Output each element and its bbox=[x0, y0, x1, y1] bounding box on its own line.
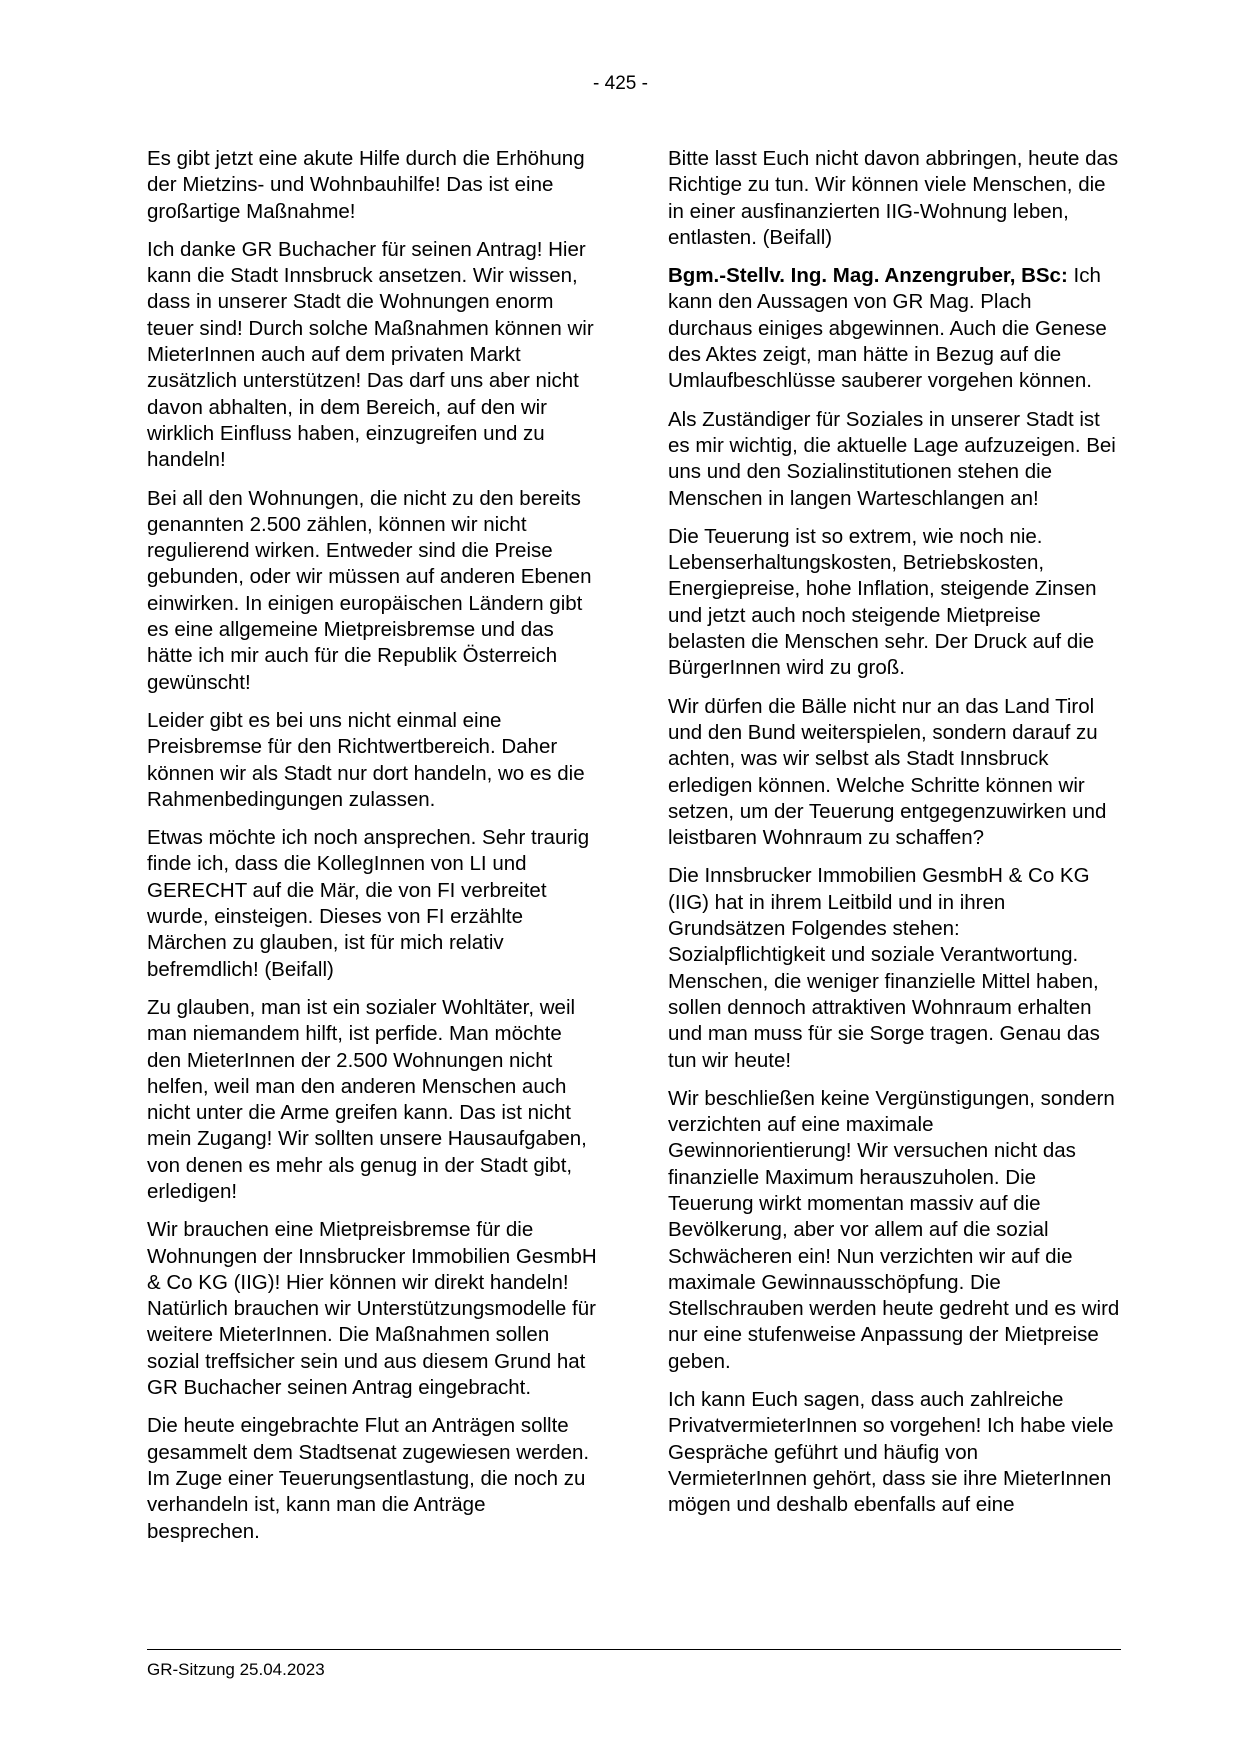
paragraph: Die heute eingebrachte Flut an Anträgen sollte gesammelt dem Stadtsenat zugewiesen werden. Im Zuge einer Teuerungsentlastung, die noch zu verhandeln ist, kann man die Anträge besprechen. bbox=[147, 1414, 590, 1543]
paragraph: Etwas möchte ich noch ansprechen. Sehr traurig finde ich, dass die KollegInnen von LI und GERECHT auf die Mär, die von FI verbreitet wurde, einsteigen. Dieses von FI erzählte Märchen zu glauben, ist für mich relativ befremdlich! (Beifall) bbox=[147, 826, 590, 981]
speaker-name: Bgm.-Stellv. Ing. Mag. Anzengruber, BSc: bbox=[668, 264, 1068, 288]
paragraph: Ich kann Euch sagen, dass auch zahlreiche PrivatvermieterInnen so vorgehen! Ich habe viele Gespräche geführt und häufig von VermieterInnen gehört, dass sie ihre MieterInnen mögen und deshalb ebenfalls auf eine bbox=[668, 1388, 1114, 1517]
paragraph: Wir dürfen die Bälle nicht nur an das Land Tirol und den Bund weiterspielen, sondern darauf zu achten, was wir selbst als Stadt Innsbruck erledigen können. Welche Schritte können wir setzen, um der Teuerung entgegenzuwirken und leistbaren Wohnraum zu schaffen? bbox=[668, 694, 1107, 850]
footer-session-date: GR-Sitzung 25.04.2023 bbox=[147, 1660, 325, 1679]
paragraph: Wir beschließen keine Vergünstigungen, sondern verzichten auf eine maximale Gewinnorientierung! Wir versuchen nicht das finanzielle Maximum herauszuholen. Die Teuerung wirkt momentan massiv auf die Bevölkerung, aber vor allem auf die sozial Schwächeren ein! Nun verzichten wir auf die maximale Gewinnausschöpfung. Die Stellschrauben werden heute gedreht und es wird nur eine stufenweise Anpassung der Mietpreise geben. bbox=[668, 1086, 1120, 1373]
paragraph: Bitte lasst Euch nicht davon abbringen, heute das Richtige zu tun. Wir können viele Menschen, die in einer ausfinanzierten IIG-Wohnung leben, entlasten. (Beifall) bbox=[668, 147, 1119, 249]
paragraph: Wir brauchen eine Mietpreisbremse für die Wohnungen der Innsbrucker Immobilien GesmbH & Co KG (IIG)! Hier können wir direkt handeln! Natürlich brauchen wir Unterstützungsmodelle für weitere MieterInnen. Die Maßnahmen sollen sozial treffsicher sein und aus diesem Grund hat GR Buchacher seinen Antrag eingebracht. bbox=[147, 1218, 597, 1400]
speaker-text: Ich kann den Aussagen von GR Mag. Plach durchaus einiges abgewinnen. Auch die Genese des Aktes zeigt, man hätte in Bezug auf die Umlaufbeschlüsse sauberer vorgehen können. bbox=[668, 264, 1107, 393]
paragraph: Die Innsbrucker Immobilien GesmbH & Co KG (IIG) hat in ihrem Leitbild und in ihren Grundsätzen Folgendes stehen: Sozialpflichtigkeit und soziale Verantwortung. Menschen, die weniger finanzielle Mittel haben, sollen dennoch attraktiven Wohnraum erhalten und man muss für sie Sorge tragen. Genau das tun wir heute! bbox=[668, 864, 1100, 1072]
paragraph: Als Zuständiger für Soziales in unserer Stadt ist es mir wichtig, die aktuelle Lage aufzuzeigen. Bei uns und den Sozialinstitutionen stehen die Menschen in langen Warteschlangen an! bbox=[668, 407, 1116, 510]
footer-divider bbox=[147, 1649, 1121, 1650]
right-column bbox=[668, 146, 1120, 1531]
page-number: - 425 - bbox=[593, 73, 648, 94]
speaker-paragraph bbox=[668, 263, 1120, 394]
paragraph: Ich danke GR Buchacher für seinen Antrag! Hier kann die Stadt Innsbruck ansetzen. Wir wissen, dass in unserer Stadt die Wohnungen enorm teuer sind! Durch solche Maßnahmen können wir MieterInnen auch auf dem privaten Markt zusätzlich unterstützen! Das darf uns aber nicht davon abhalten, in dem Bereich, auf den wir wirklich Einfluss haben, einzugreifen und zu handeln! bbox=[147, 237, 594, 472]
paragraph: Bei all den Wohnungen, die nicht zu den bereits genannten 2.500 zählen, können wir nicht regulierend wirken. Entweder sind die Preise gebunden, oder wir müssen auf anderen Ebenen einwirken. In einigen europäischen Ländern gibt es eine allgemeine Mietpreisbremse und das hätte ich mir auch für die Republik Österreich gewünscht! bbox=[147, 486, 592, 694]
paragraph: Die Teuerung ist so extrem, wie noch nie. Lebenserhaltungskosten, Betriebskosten, Energiepreise, hohe Inflation, steigende Zinsen und jetzt auch noch steigende Mietpreise belasten die Menschen sehr. Der Druck auf die BürgerInnen wird zu groß. bbox=[668, 524, 1097, 680]
paragraph: Leider gibt es bei uns nicht einmal eine Preisbremse für den Richtwertbereich. Daher können wir als Stadt nur dort handeln, wo es die Rahmenbedingungen zulassen. bbox=[147, 708, 585, 811]
left-column bbox=[147, 146, 599, 1557]
paragraph: Es gibt jetzt eine akute Hilfe durch die Erhöhung der Mietzins- und Wohnbauhilfe! Das ist eine großartige Maßnahme! bbox=[147, 147, 585, 223]
paragraph: Zu glauben, man ist ein sozialer Wohltäter, weil man niemandem hilft, ist perfide. Man möchte den MieterInnen der 2.500 Wohnungen nicht helfen, weil man den anderen Menschen auch nicht unter die Arme greifen kann. Das ist nicht mein Zugang! Wir sollten unsere Hausaufgaben, von denen es mehr als genug in der Stadt gibt, erledigen! bbox=[147, 995, 587, 1203]
